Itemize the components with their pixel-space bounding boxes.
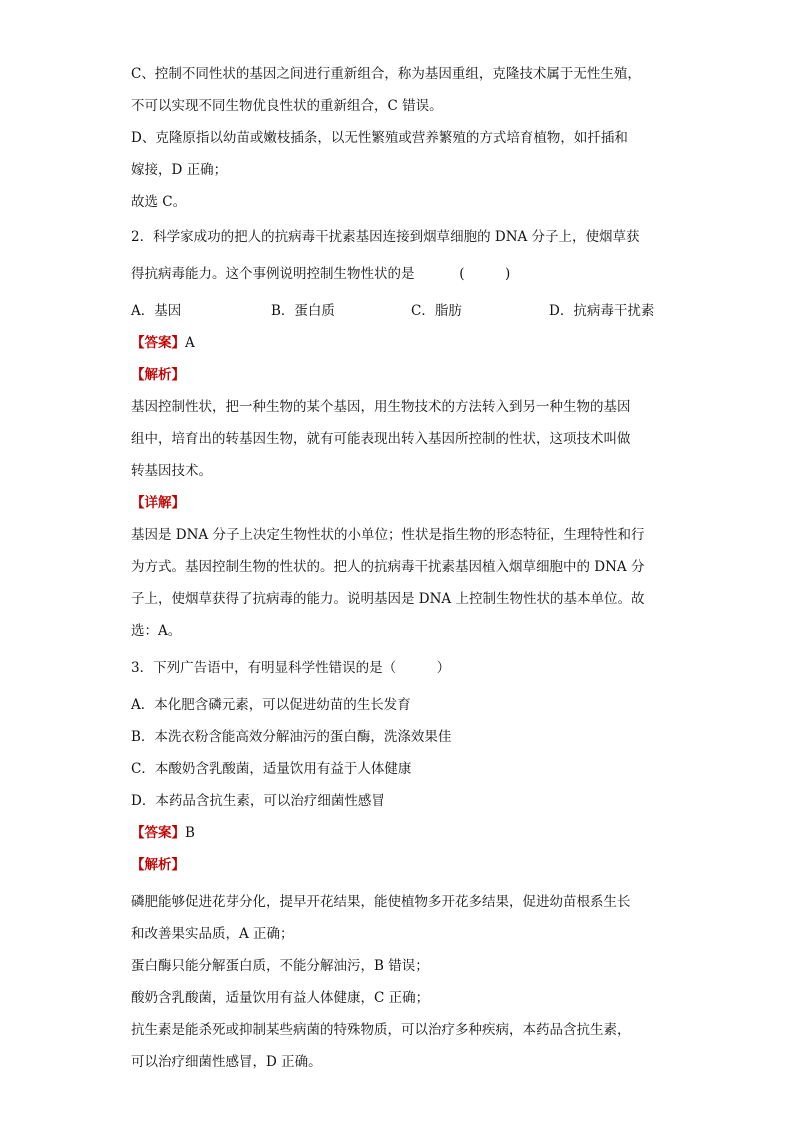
analysis-line: 和改善果实品质，A 正确；: [131, 926, 294, 942]
answer-row: [131, 823, 671, 843]
analysis-line: 磷肥能够促进花芽分化，提早开花结果，能使植物多开花多结果，促进幼苗根系生长: [131, 894, 631, 910]
text-line: C、控制不同性状的基因之间进行重新组合，称为基因重组，克隆技术属于无性生殖，: [131, 66, 641, 82]
document-content: [131, 64, 671, 1072]
analysis-label: 【解析】: [131, 367, 185, 383]
answer-label: 【答案】: [131, 335, 185, 351]
question-2-options: [131, 301, 671, 321]
detail-line: 基因是 DNA 分子上决定生物性状的小单位；性状是指生物的形态特征，生理特性和行: [131, 527, 645, 543]
analysis-line: 抗生素是能杀死或抑制某些病菌的特殊物质，可以治疗多种疾病，本药品含抗生素，: [131, 1022, 631, 1038]
option-d: D．本药品含抗生素，可以治疗细菌性感冒: [131, 793, 385, 809]
option-c: C．本酸奶含乳酸菌，适量饮用有益于人体健康: [131, 761, 412, 777]
analysis-heading: [131, 855, 671, 875]
analysis-label: 【解析】: [131, 857, 185, 873]
text-line: 嫁接，D 正确；: [131, 162, 228, 178]
analysis-line: 基因控制性状，把一种生物的某个基因，用生物技术的方法转入到另一种生物的基因: [131, 399, 631, 415]
answer-value: A: [185, 335, 195, 351]
option-a: A．本化肥含磷元素，可以促进幼苗的生长发育: [131, 697, 411, 713]
option-a: A．基因: [131, 303, 182, 319]
text-line: 不可以实现不同生物优良性状的重新组合，C 错误。: [131, 98, 443, 114]
detail-label: 【详解】: [131, 495, 185, 511]
analysis-line: 蛋白酶只能分解蛋白质，不能分解油污，B 错误；: [131, 958, 429, 974]
detail-line: 选：A。: [131, 623, 182, 639]
question-3-stem: 3．下列广告语中，有明显科学性错误的是（ ）: [131, 660, 451, 676]
detail-line: 为方式。基因控制生物的性状的。把人的抗病毒干扰素基因植入烟草细胞中的 DNA 分: [131, 559, 645, 575]
answer-value: B: [185, 825, 195, 841]
analysis-line: 酸奶含乳酸菌，适量饮用有益人体健康，C 正确；: [131, 990, 430, 1006]
text-line: D、克隆原指以幼苗或嫩枝插条，以无性繁殖或营养繁殖的方式培育植物，如扦插和: [131, 130, 628, 146]
analysis-heading: [131, 365, 671, 385]
detail-heading: [131, 493, 671, 513]
option-c: C．脂肪: [411, 303, 462, 319]
analysis-line: 转基因技术。: [131, 463, 212, 479]
question-2-stem-line: 2．科学家成功的把人的抗病毒干扰素基因连接到烟草细胞的 DNA 分子上，使烟草获: [131, 229, 640, 245]
answer-label: 【答案】: [131, 825, 185, 841]
option-d: D．抗病毒干扰素: [549, 303, 655, 319]
answer-row: [131, 333, 671, 353]
detail-line: 子上，使烟草获得了抗病毒的能力。说明基因是 DNA 上控制生物性状的基本单位。故: [131, 591, 645, 607]
text-line: 故选 C。: [131, 194, 187, 210]
option-b: B．本洗衣粉含能高效分解油污的蛋白酶，洗涤效果佳: [131, 729, 452, 745]
analysis-line: 可以治疗细菌性感冒，D 正确。: [131, 1054, 322, 1070]
analysis-line: 组中，培育出的转基因生物，就有可能表现出转入基因所控制的性状，这项技术叫做: [131, 431, 631, 447]
option-b: B．蛋白质: [271, 303, 335, 319]
question-2-stem-line: 得抗病毒能力。这个事例说明控制生物性状的是 ( ): [131, 266, 511, 282]
